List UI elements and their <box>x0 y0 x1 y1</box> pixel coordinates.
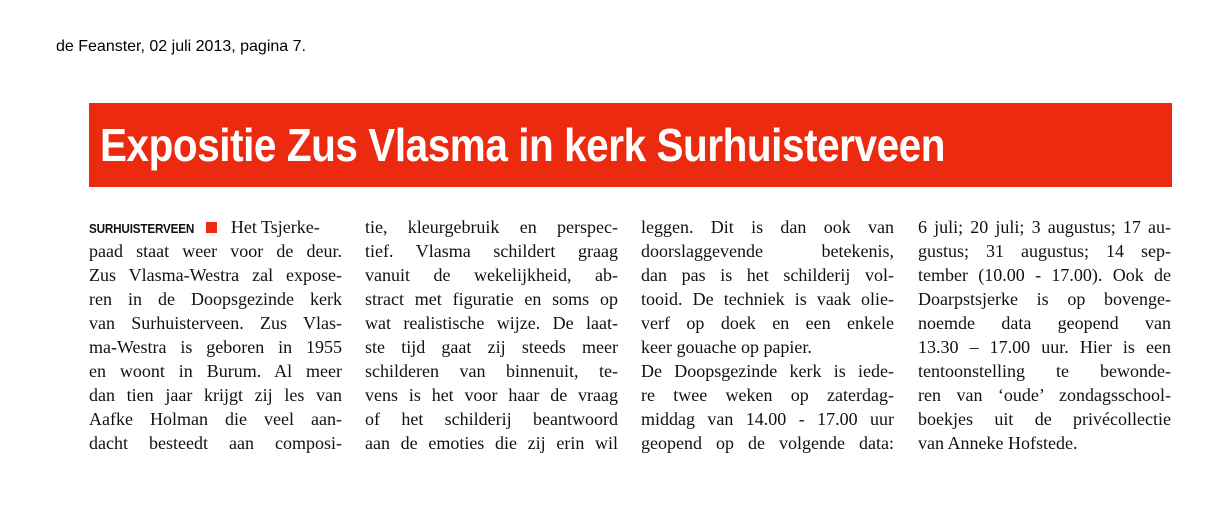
text-line: re twee weken op zaterdag- <box>641 385 894 405</box>
text-line: vens is het voor haar de vraag <box>365 385 618 405</box>
article-headline: Expositie Zus Vlasma in kerk Surhuisterveen <box>100 119 946 171</box>
text-line: Doarpstsjerke is op bovenge- <box>918 289 1171 309</box>
text-line: SURHUISTERVEEN Het Tsjerke- <box>89 215 342 239</box>
text-line: van Anneke Hofstede. <box>918 433 1078 453</box>
text-line: ren in de Doopsgezinde kerk <box>89 289 342 309</box>
text-line: tooid. De techniek is vaak olie- <box>641 289 894 309</box>
dateline: SURHUISTERVEEN <box>89 221 195 236</box>
text-line: ste tijd gaat zij steeds meer <box>365 337 618 357</box>
text-line: noemde data geopend van <box>918 313 1171 333</box>
text-line: tember (10.00 - 17.00). Ook de <box>918 265 1171 285</box>
text-line: of het schilderij beantwoord <box>365 409 618 429</box>
text-line: dan pas is het schilderij vol- <box>641 265 894 285</box>
red-square-icon <box>206 222 217 233</box>
text-line: tie, kleurgebruik en perspec- <box>365 217 618 237</box>
text-line: boekjes uit de privécollectie <box>918 409 1171 429</box>
text-line: verf op doek en een enkele <box>641 313 894 333</box>
text-line: tentoonstelling te bewonde- <box>918 361 1171 381</box>
text-line: dacht besteedt aan composi- <box>89 433 342 453</box>
text-line: van Surhuisterveen. Zus Vlas- <box>89 313 342 333</box>
text-line: schilderen van binnenuit, te- <box>365 361 618 381</box>
text-line: ma-Westra is geboren in 1955 <box>89 337 342 357</box>
headline-banner <box>89 103 1172 187</box>
column-3 <box>641 215 894 455</box>
text-line: 13.30 – 17.00 uur. Hier is een <box>918 337 1171 357</box>
text-line: paad staat weer voor de deur. <box>89 241 342 261</box>
text-line: aan de emoties die zij erin wil <box>365 433 618 453</box>
text-line: gustus; 31 augustus; 14 sep- <box>918 241 1171 261</box>
text-line: dan tien jaar krijgt zij les van <box>89 385 342 405</box>
column-2 <box>365 215 618 455</box>
text-line: leggen. Dit is dan ook van <box>641 217 894 237</box>
text-line: doorslaggevende betekenis, <box>641 241 894 261</box>
text-line: geopend op de volgende data: <box>641 433 894 453</box>
source-line: de Feanster, 02 juli 2013, pagina 7. <box>56 38 306 55</box>
text-line: 6 juli; 20 juli; 3 augustus; 17 au- <box>918 217 1171 237</box>
text-line: middag van 14.00 - 17.00 uur <box>641 409 894 429</box>
text-line: tief. Vlasma schildert graag <box>365 241 618 261</box>
text-line: ren van ‘oude’ zondagsschool- <box>918 385 1171 405</box>
text-line: vanuit de wekelijkheid, ab- <box>365 265 618 285</box>
text-line: stract met figuratie en soms op <box>365 289 618 309</box>
text-line: Zus Vlasma-Westra zal expose- <box>89 265 342 285</box>
column-1 <box>89 215 342 455</box>
text-line: wat realistische wijze. De laat- <box>365 313 618 333</box>
text-line: De Doopsgezinde kerk is iede- <box>641 361 894 381</box>
text-line: keer gouache op papier. <box>641 337 812 357</box>
text-line: en woont in Burum. Al meer <box>89 361 342 381</box>
column-4 <box>918 215 1171 455</box>
text-line: Aafke Holman die veel aan- <box>89 409 342 429</box>
